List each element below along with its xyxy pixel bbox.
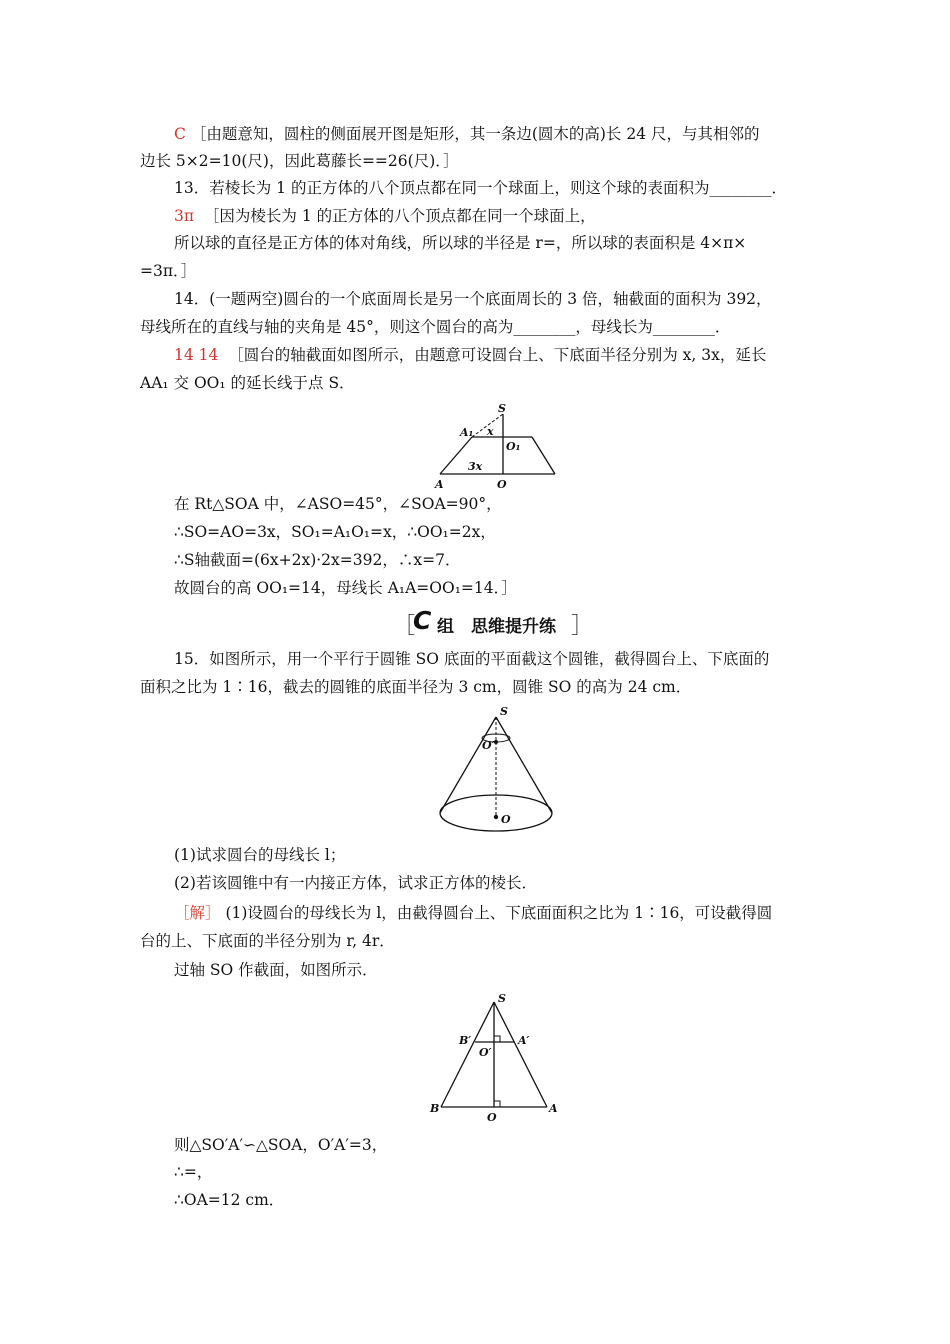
- answer-12-tag: C: [174, 125, 186, 143]
- solution-15-line5: ∴=，: [174, 1163, 213, 1181]
- solution-15-line1: [174, 903, 772, 923]
- fig2-point-Op: [494, 740, 498, 744]
- fig3-label-Op: O′: [479, 1046, 492, 1059]
- fig3-label-Ap: A′: [518, 1034, 530, 1047]
- fig2-left-slant: [440, 717, 496, 813]
- fig1-label-x: x: [487, 425, 494, 438]
- question-15-part1: (1)试求圆台的母线长 l；: [174, 846, 346, 864]
- question-15-line1: 15．如图所示，用一个平行于圆锥 SO 底面的平面截这个圆锥，截得圆台上、下底面的: [174, 650, 770, 668]
- fig3-label-Bp: B′: [459, 1034, 472, 1047]
- answer-13-tag: 3π: [174, 207, 195, 225]
- fig1-label-O: O: [497, 478, 507, 491]
- fig2-label-O: O: [501, 813, 511, 826]
- answer-14-text: ［圆台的轴截面如图所示，由题意可设圆台上、下底面半径分别为 x, 3x，延长: [228, 346, 767, 364]
- solution-15-line4: 则△SO′A′∽△SOA，O′A′=3，: [174, 1136, 388, 1154]
- question-15-line2: 面积之比为 1∶16，截去的圆锥的底面半径为 3 cm，圆锥 SO 的高为 24 cm．: [140, 678, 692, 696]
- solution-15-line3: 过轴 SO 作截面，如图所示．: [174, 961, 378, 979]
- answer-12-line2: 边长 5×2=10(尺)，因此葛藤长==26(尺)．］: [140, 152, 459, 170]
- axial-section-figure: [425, 990, 565, 1125]
- banner-right-bracket: ］: [571, 614, 594, 639]
- fig1-label-A1: A₁: [460, 426, 474, 439]
- solution-15-line2: 台的上、下底面的半径分别为 r, 4r．: [140, 932, 395, 950]
- answer-14-line2: AA₁ 交 OO₁ 的延长线于点 S．: [140, 374, 355, 392]
- fig1-right-edge: [532, 437, 555, 474]
- answer-12-line1: [174, 124, 760, 144]
- question-14-line2: 母线所在的直线与轴的夹角是 45°，则这个圆台的高为________，母线长为________．: [140, 318, 731, 336]
- fig3-label-A: A: [549, 1102, 558, 1115]
- answer-13-text: ［因为棱长为 1 的正方体的八个顶点都在同一个球面上，: [203, 207, 596, 225]
- answer-14-tag: 14 14: [174, 346, 219, 364]
- fig1-label-A: A: [435, 478, 444, 491]
- banner-group-letter: C: [413, 606, 432, 635]
- fig2-label-Op: O′: [482, 739, 495, 752]
- answer-13-line3: =3π．］: [140, 262, 197, 280]
- section-banner: [393, 606, 594, 639]
- solution-tag: ［解］: [174, 904, 221, 922]
- fig3-label-O: O: [487, 1111, 497, 1124]
- answer-14-line6: 故圆台的高 OO₁=14，母线长 A₁A=OO₁=14．］: [174, 579, 517, 597]
- cone-figure: [430, 705, 560, 840]
- banner-title: 组 思维提升练: [437, 617, 556, 637]
- solution-15-line6: ∴OA=12 cm．: [174, 1191, 285, 1209]
- fig1-label-O1: O₁: [506, 440, 521, 453]
- question-15-part2: (2)若该圆锥中有一内接正方体，试求正方体的棱长．: [174, 874, 537, 892]
- solution-15-text: (1)设圆台的母线长为 l，由截得圆台上、下底面面积之比为 1∶16，可设截得圆: [225, 904, 773, 922]
- fig3-right-angle-bottom: [494, 1101, 500, 1107]
- fig3-edge-SA: [494, 1002, 547, 1107]
- banner-left-bracket: ［: [393, 614, 416, 639]
- answer-14-line4: ∴SO=AO=3x，SO₁=A₁O₁=x，∴OO₁=2x，: [174, 523, 496, 541]
- frustum-section-figure: [430, 400, 570, 492]
- fig2-label-S: S: [500, 705, 508, 718]
- question-14-line1: 14．(一题两空)圆台的一个底面周长是另一个底面周长的 3 倍，轴截面的面积为 392，: [174, 290, 772, 308]
- fig2-point-O: [494, 815, 498, 819]
- answer-14-line3: 在 Rt△SOA 中，∠ASO=45°，∠SOA=90°，: [174, 495, 502, 513]
- answer-14-line5: ∴S轴截面=(6x+2x)·2x=392，∴x=7．: [174, 551, 461, 569]
- answer-13-line1: [174, 206, 596, 226]
- fig3-label-B: B: [430, 1102, 440, 1115]
- answer-14-line1: [174, 345, 766, 365]
- fig1-label-3x: 3x: [468, 460, 483, 473]
- fig3-label-S: S: [498, 992, 506, 1005]
- question-13: 13．若棱长为 1 的正方体的八个顶点都在同一个球面上，则这个球的表面积为________．: [174, 179, 787, 197]
- fig2-right-slant: [496, 717, 552, 813]
- answer-13-line2: 所以球的直径是正方体的体对角线，所以球的半径是 r=，所以球的表面积是 4×π×: [174, 234, 747, 252]
- fig3-right-angle-top: [494, 1036, 500, 1042]
- fig1-label-S: S: [498, 402, 506, 415]
- answer-12-text: ［由题意知，圆柱的侧面展开图是矩形，其一条边(圆木的高)长 24 尺，与其相邻的: [190, 125, 760, 143]
